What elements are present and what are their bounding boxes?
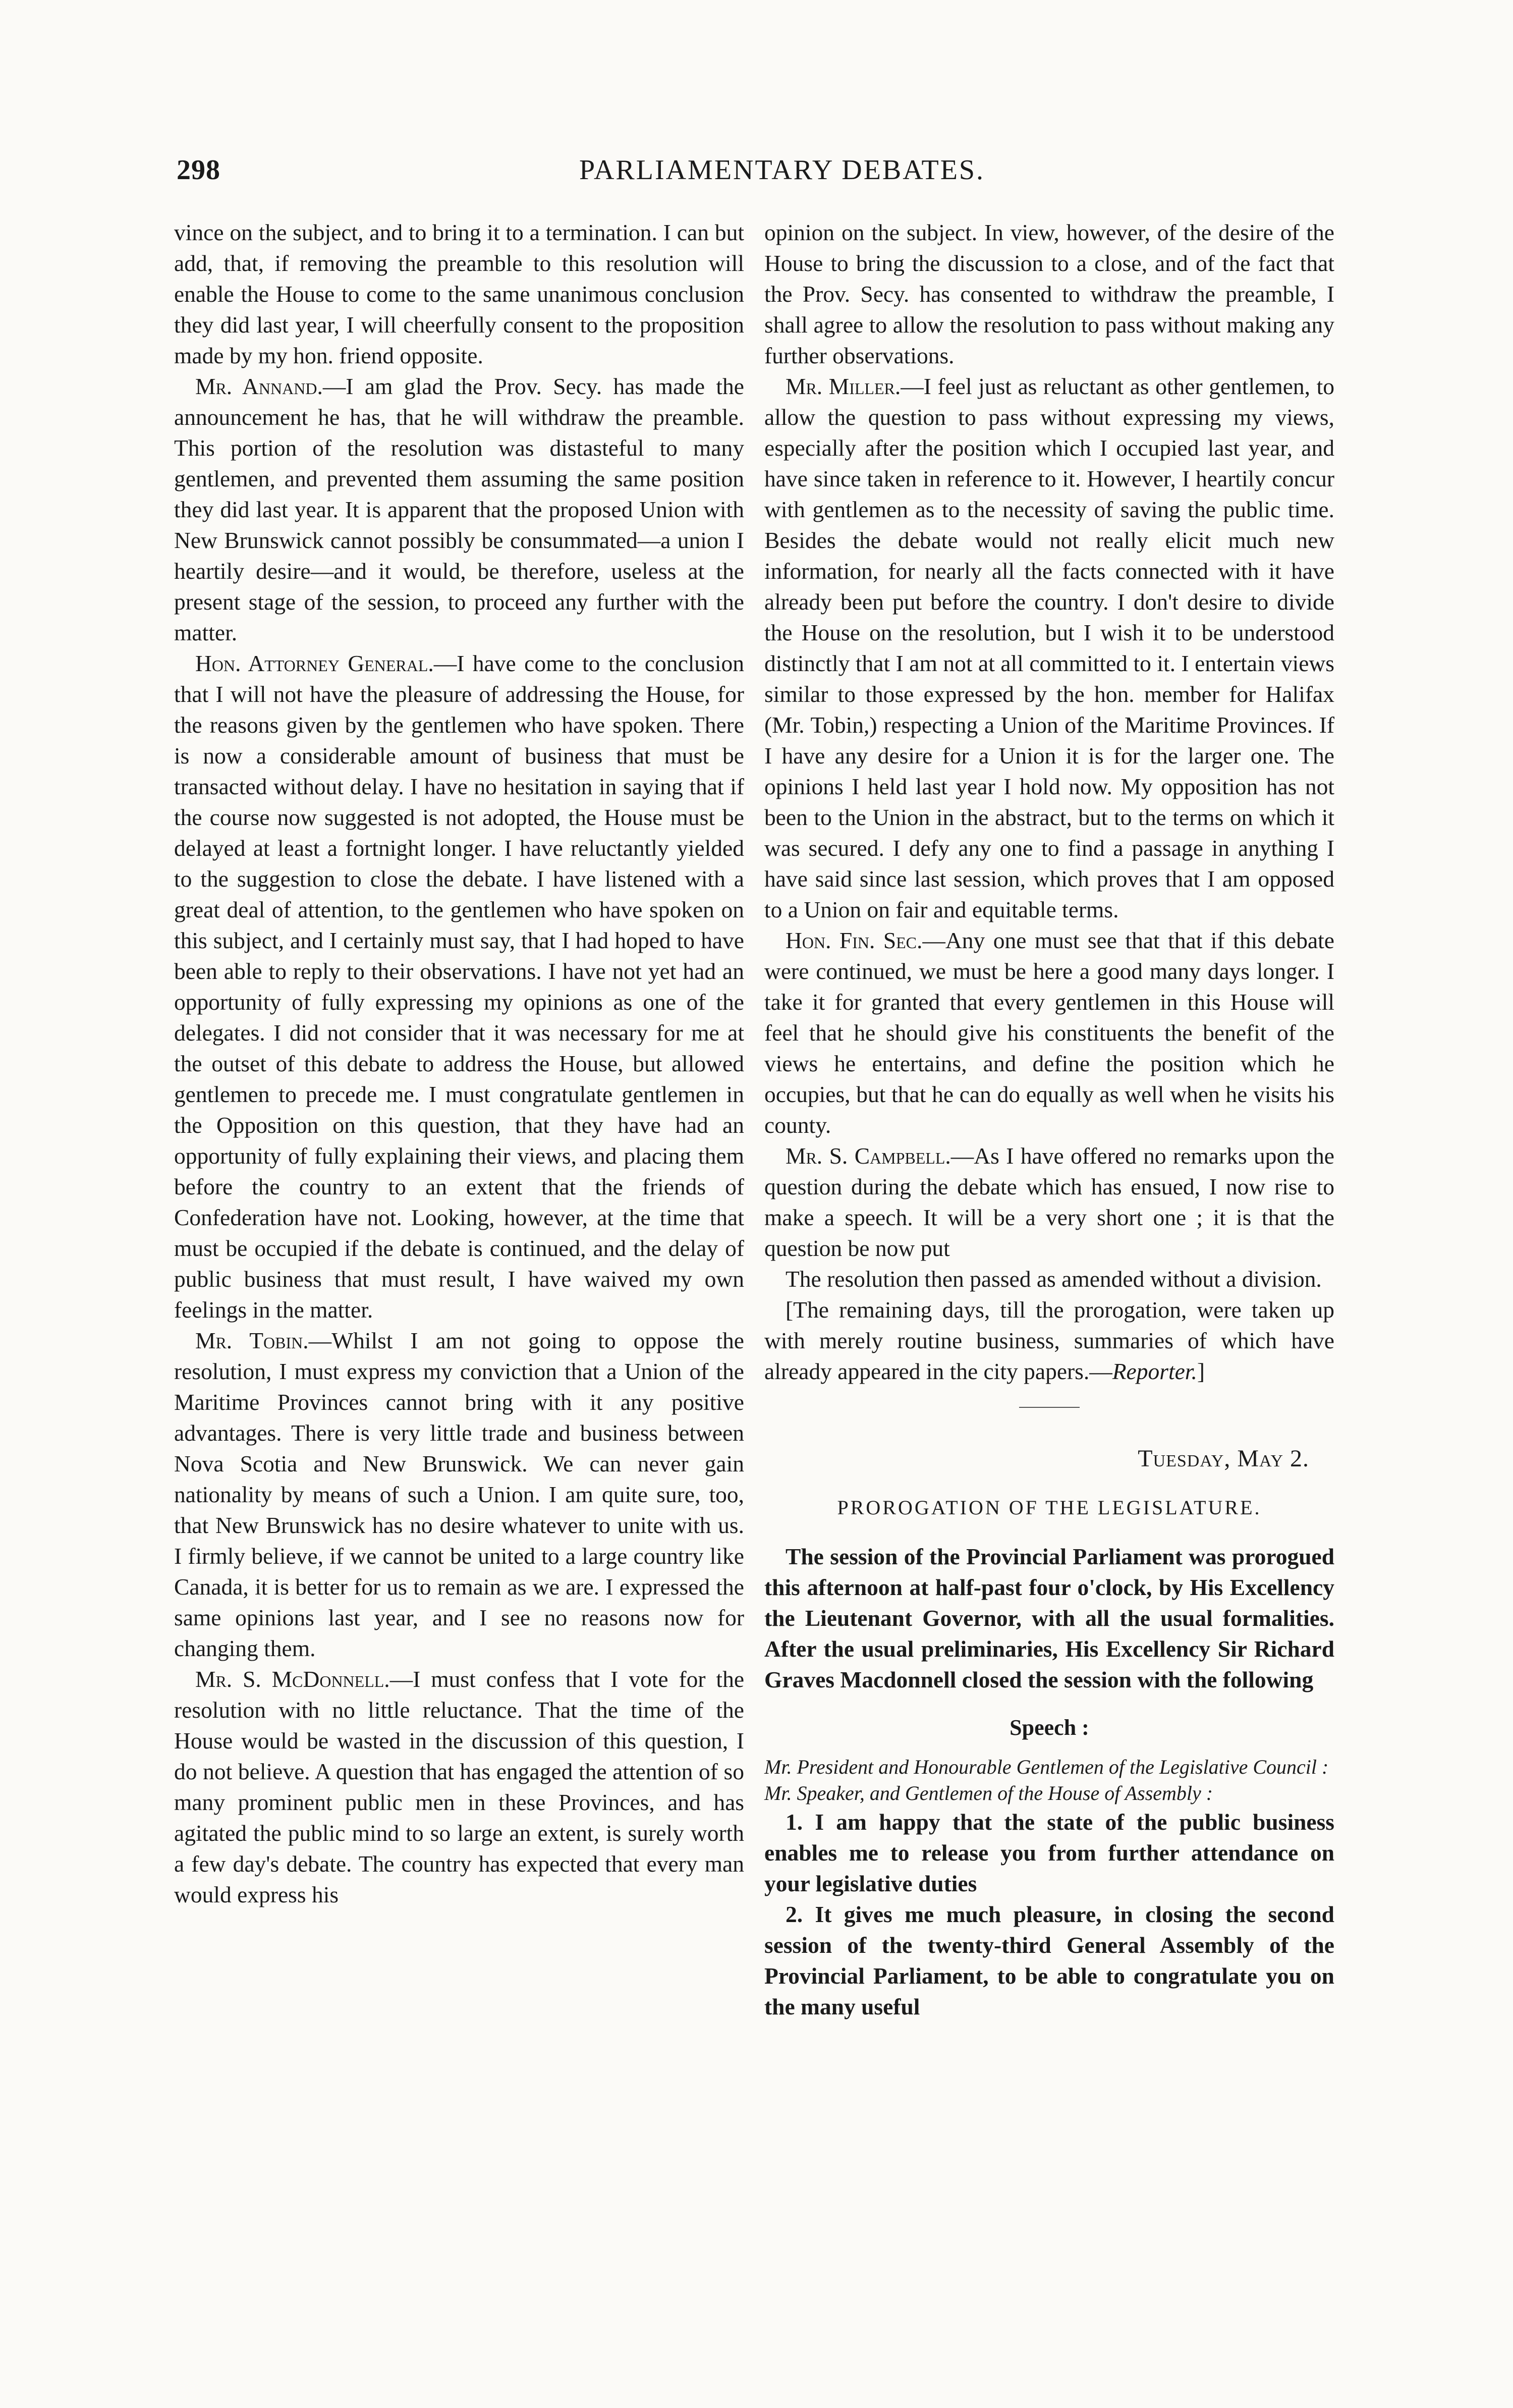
paragraph-text: —Whilst I am not going to oppose the resolution, I must express my conviction that a Union of the Maritime Provinces cannot bring with it any positive advantages. There is very little trade and business between Nova Scotia and New Brunswick. We can never gain nationality by means of such a Union. I am quite sure, too, that New Brunswick has no desire whatever to unite with us. I firmly believe, if we cannot be united to a large country like Canada, it is better for us to remain as we are. I expressed the same opinions last year, and I see no reasons now for changing them. bbox=[174, 1328, 744, 1661]
paragraph-text: opinion on the subject. In view, however, of the desire of the House to bring the discussion to a close, and of the fact that the Prov. Secy. has consented to withdraw the preamble, I shall agree to allow the resolution to pass without making any further observations. bbox=[764, 220, 1334, 368]
running-title: PARLIAMENTARY DEBATES. bbox=[579, 154, 985, 186]
speech-address-council: Mr. President and Honourable Gentlemen of the Legislative Council : bbox=[764, 1756, 1329, 1778]
paragraph bbox=[764, 1264, 1334, 1294]
speech-paragraph bbox=[174, 1325, 744, 1664]
paragraph-text: —As I have offered no remarks upon the question during the debate which has ensued, I now rise to make a speech. It will be a very short one ; it is that the question be now put bbox=[764, 1143, 1334, 1261]
speaker-name: Mr. Annand. bbox=[195, 373, 323, 399]
speech-paragraph bbox=[174, 648, 744, 1325]
right-column bbox=[764, 217, 1334, 2022]
dateline: Tuesday, May 2. bbox=[1138, 1445, 1309, 1472]
speaker-name: Mr. S. McDonnell. bbox=[195, 1666, 390, 1692]
speech-paragraph bbox=[764, 925, 1334, 1140]
speech-paragraph bbox=[174, 371, 744, 648]
speaker-name: Mr. S. Campbell. bbox=[786, 1143, 951, 1169]
reporter-note bbox=[764, 1294, 1334, 1387]
note-text: [The remaining days, till the prorogation, were taken up with merely routine business, summaries of which have already appeared in the city papers.— bbox=[764, 1297, 1334, 1384]
speech-item: 2. It gives me much pleasure, in closing the second session of the twenty-third General Assembly of the Provincial Parliament, to be able to congratulate you on the many useful bbox=[764, 1901, 1334, 2019]
speaker-name: Hon. Attorney General. bbox=[195, 650, 434, 676]
note-closing: ] bbox=[1197, 1358, 1205, 1384]
paragraph-text: vince on the subject, and to bring it to a termination. I can but add, that, if removing the preamble to this resolution will enable the House to come to the same unanimous conclusion they did last year, I will cheerfully consent to the proposition made by my hon. friend opposite. bbox=[174, 220, 744, 368]
paragraph bbox=[174, 217, 744, 371]
speech-paragraph bbox=[764, 1140, 1334, 1264]
paragraph-text: —I must confess that I vote for the resolution with no little reluctance. That the time of the House would be wasted in the discussion of this question, I do not believe. A question that has engaged the attention of so many prominent public men in these Provinces, and has agitated the public mind to so large an extent, is surely worth a few day's debate. The country has expected that every man would express his bbox=[174, 1666, 745, 1907]
speaker-name: Mr. Miller. bbox=[786, 373, 901, 399]
section-heading: PROROGATION OF THE LEGISLATURE. bbox=[837, 1496, 1262, 1519]
reporter-signature: Reporter. bbox=[1112, 1358, 1197, 1384]
speech-address-assembly: Mr. Speaker, and Gentlemen of the House of Assembly : bbox=[764, 1782, 1213, 1804]
speech-item: 1. I am happy that the state of the public business enables me to release you from further attendance on your legislative duties bbox=[764, 1809, 1334, 1896]
page-number: 298 bbox=[177, 154, 220, 186]
left-column bbox=[174, 217, 744, 1910]
speech-title: Speech : bbox=[1010, 1715, 1089, 1740]
section-divider bbox=[1019, 1407, 1080, 1408]
prorogation-paragraph: The session of the Provincial Parliament was prorogued this afternoon at half-past four o'clock, by His Excellency the Lieutenant Governor, with all the usual formalities. After the usual preliminaries, His Excellency Sir Richard Graves Macdonnell closed the session with the following bbox=[764, 1544, 1334, 1692]
paragraph-text: —I have come to the conclusion that I will not have the pleasure of addressing the House, for the reasons given by the gentlemen who have spoken. There is now a considerable amount of business that must be transacted without delay. I have no hesitation in saying that if the course now suggested is not adopted, the House must be delayed at least a fortnight longer. I have reluctantly yielded to the suggestion to close the debate. I have listened with a great deal of attention, to the gentlemen who have spoken on this subject, and I certainly must say, that I had hoped to have been able to reply to their observations. I have not yet had an opportunity of fully expressing my opinions as one of the delegates. I did not consider that it was necessary for me at the outset of this debate to address the House, but allowed gentlemen to precede me. I must congratulate gentlemen in the Opposition on this question, that they have had an opportunity of fully explaining their views, and placing them before the country to an extent that the friends of Confederation have not. Looking, however, at the time that must be occupied if the debate is continued, and the delay of public business that must result, I have waived my own feelings in the matter. bbox=[174, 650, 744, 1323]
paragraph-text: The resolution then passed as amended without a division. bbox=[786, 1266, 1322, 1292]
paragraph-text: —I feel just as reluctant as other gentlemen, to allow the question to pass without expressing my views, especially after the position which I occupied last year, and have since taken in reference to it. However, I heartily concur with gentlemen as to the necessity of saving the public time. Besides the debate would not really elicit much new information, for nearly all the facts connected with it have already been put before the country. I don't desire to divide the House on the resolution, but I wish it to be understood distinctly that I am not at all committed to it. I entertain views similar to those expressed by the hon. member for Halifax (Mr. Tobin,) respecting a Union of the Maritime Provinces. If I have any desire for a Union it is for the larger one. The opinions I held last year I hold now. My opposition has not been to the Union in the abstract, but to the terms on which it was secured. I defy any one to find a passage in anything I have said since last session, which proves that I am opposed to a Union on fair and equitable terms. bbox=[764, 373, 1334, 922]
paragraph bbox=[764, 217, 1334, 371]
speech-paragraph bbox=[764, 371, 1334, 925]
paragraph-text: —Any one must see that that if this debate were continued, we must be here a good many days longer. I take it for granted that every gentlemen in this House will feel that he should give his constituents the benefit of the views he entertains, and define the position which he occupies, but that he can do equally as well when he visits his county. bbox=[764, 927, 1334, 1138]
speech-paragraph bbox=[174, 1664, 744, 1910]
speaker-name: Mr. Tobin. bbox=[195, 1328, 309, 1353]
speaker-name: Hon. Fin. Sec. bbox=[786, 927, 923, 953]
paragraph-text: —I am glad the Prov. Secy. has made the announcement he has, that he will withdraw the preamble. This portion of the resolution was distasteful to many gentlemen, and prevented them assuming the same position they did last year. It is apparent that the proposed Union with New Brunswick cannot possibly be consummated—a union I heartily desire—and it would, be therefore, useless at the present stage of the session, to proceed any further with the matter. bbox=[174, 373, 744, 645]
